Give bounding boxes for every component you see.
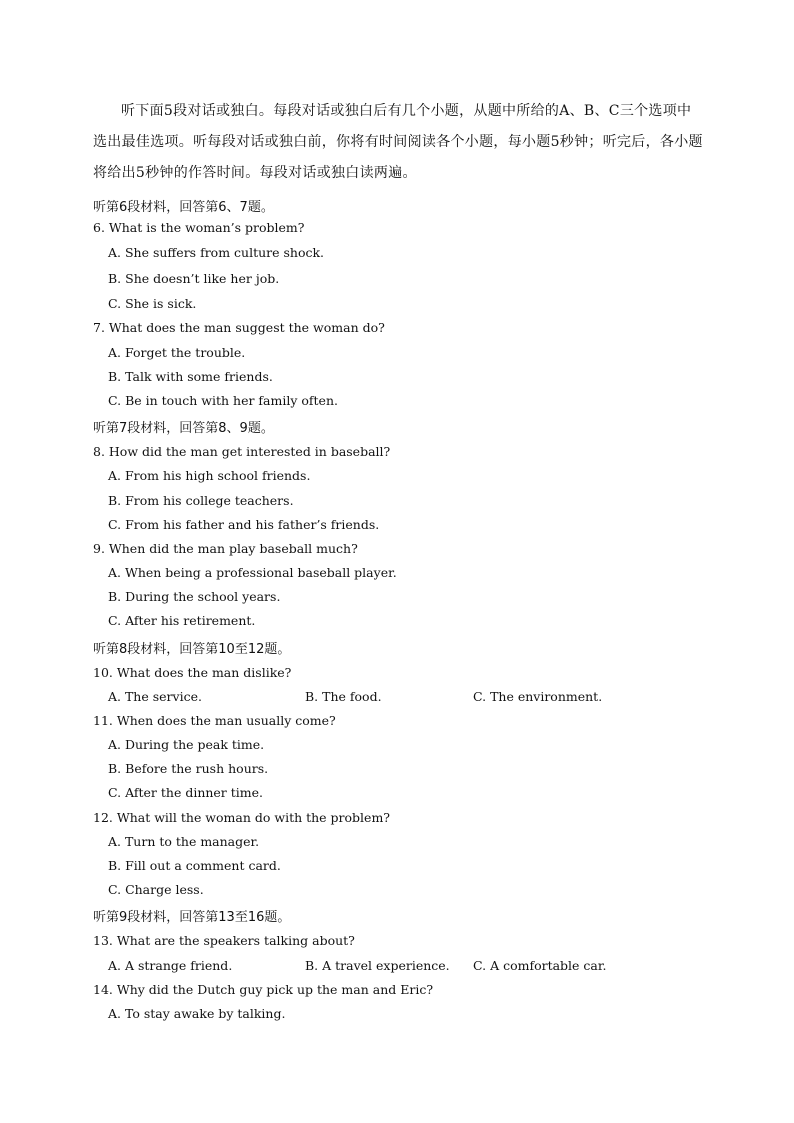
option-6a: A. She suffers from culture shock.: [108, 245, 325, 260]
instructions-paragraph: 听下面5段对话或独白。每段对话或独白后有几个小题，从题中所给的A、B、C三个选项中选出最佳选项。听每段对话或独白前，你将有时间阅读各个小题，每小题5秒钟；听完后，各小题将给出5秒钟的作答时间。每段对话或独白读两遍。: [93, 103, 703, 181]
option-11c: C. After the dinner time.: [108, 785, 264, 800]
question-14: 14. Why did the Dutch guy pick up the man and Eric?: [93, 982, 434, 997]
section-heading-9: 听第9段材料，回答第13至16题。: [93, 910, 291, 925]
section-heading-8: 听第8段材料，回答第10至12题。: [93, 642, 291, 657]
option-11b: B. Before the rush hours.: [108, 761, 269, 776]
option-6c: C. She is sick.: [108, 296, 197, 311]
option-13c: C. A comfortable car.: [473, 958, 607, 973]
option-12a: A. Turn to the manager.: [108, 834, 260, 849]
question-12: 12. What will the woman do with the problem?: [93, 810, 391, 825]
option-6b: B. She doesn’t like her job.: [108, 271, 280, 286]
section-heading-6: 听第6段材料，回答第6、7题。: [93, 200, 274, 215]
option-8a: A. From his high school friends.: [108, 468, 311, 483]
option-7b: B. Talk with some friends.: [108, 369, 273, 384]
option-10b: B. The food.: [305, 689, 382, 704]
question-9: 9. When did the man play baseball much?: [93, 541, 358, 556]
option-10c: C. The environment.: [473, 689, 603, 704]
option-9c: C. After his retirement.: [108, 613, 256, 628]
question-11: 11. When does the man usually come?: [93, 713, 336, 728]
option-14a: A. To stay awake by talking.: [108, 1006, 286, 1021]
option-8b: B. From his college teachers.: [108, 493, 294, 508]
option-9a: A. When being a professional baseball player.: [108, 565, 397, 580]
section-heading-7: 听第7段材料，回答第8、9题。: [93, 421, 274, 436]
option-12b: B. Fill out a comment card.: [108, 858, 281, 873]
question-6: 6. What is the woman’s problem?: [93, 220, 305, 235]
option-7c: C. Be in touch with her family often.: [108, 393, 338, 408]
option-7a: A. Forget the trouble.: [108, 345, 246, 360]
question-13: 13. What are the speakers talking about?: [93, 933, 355, 948]
options-row-10: [108, 689, 603, 704]
question-7: 7. What does the man suggest the woman do?: [93, 320, 385, 335]
option-11a: A. During the peak time.: [108, 737, 265, 752]
option-13a: A. A strange friend.: [108, 958, 233, 973]
option-12c: C. Charge less.: [108, 882, 204, 897]
question-8: 8. How did the man get interested in baseball?: [93, 444, 391, 459]
question-10: 10. What does the man dislike?: [93, 665, 292, 680]
option-9b: B. During the school years.: [108, 589, 281, 604]
option-13b: B. A travel experience.: [305, 958, 450, 973]
option-8c: C. From his father and his father’s friends.: [108, 517, 380, 532]
option-10a: A. The service.: [108, 689, 202, 704]
options-row-13: [108, 958, 607, 973]
